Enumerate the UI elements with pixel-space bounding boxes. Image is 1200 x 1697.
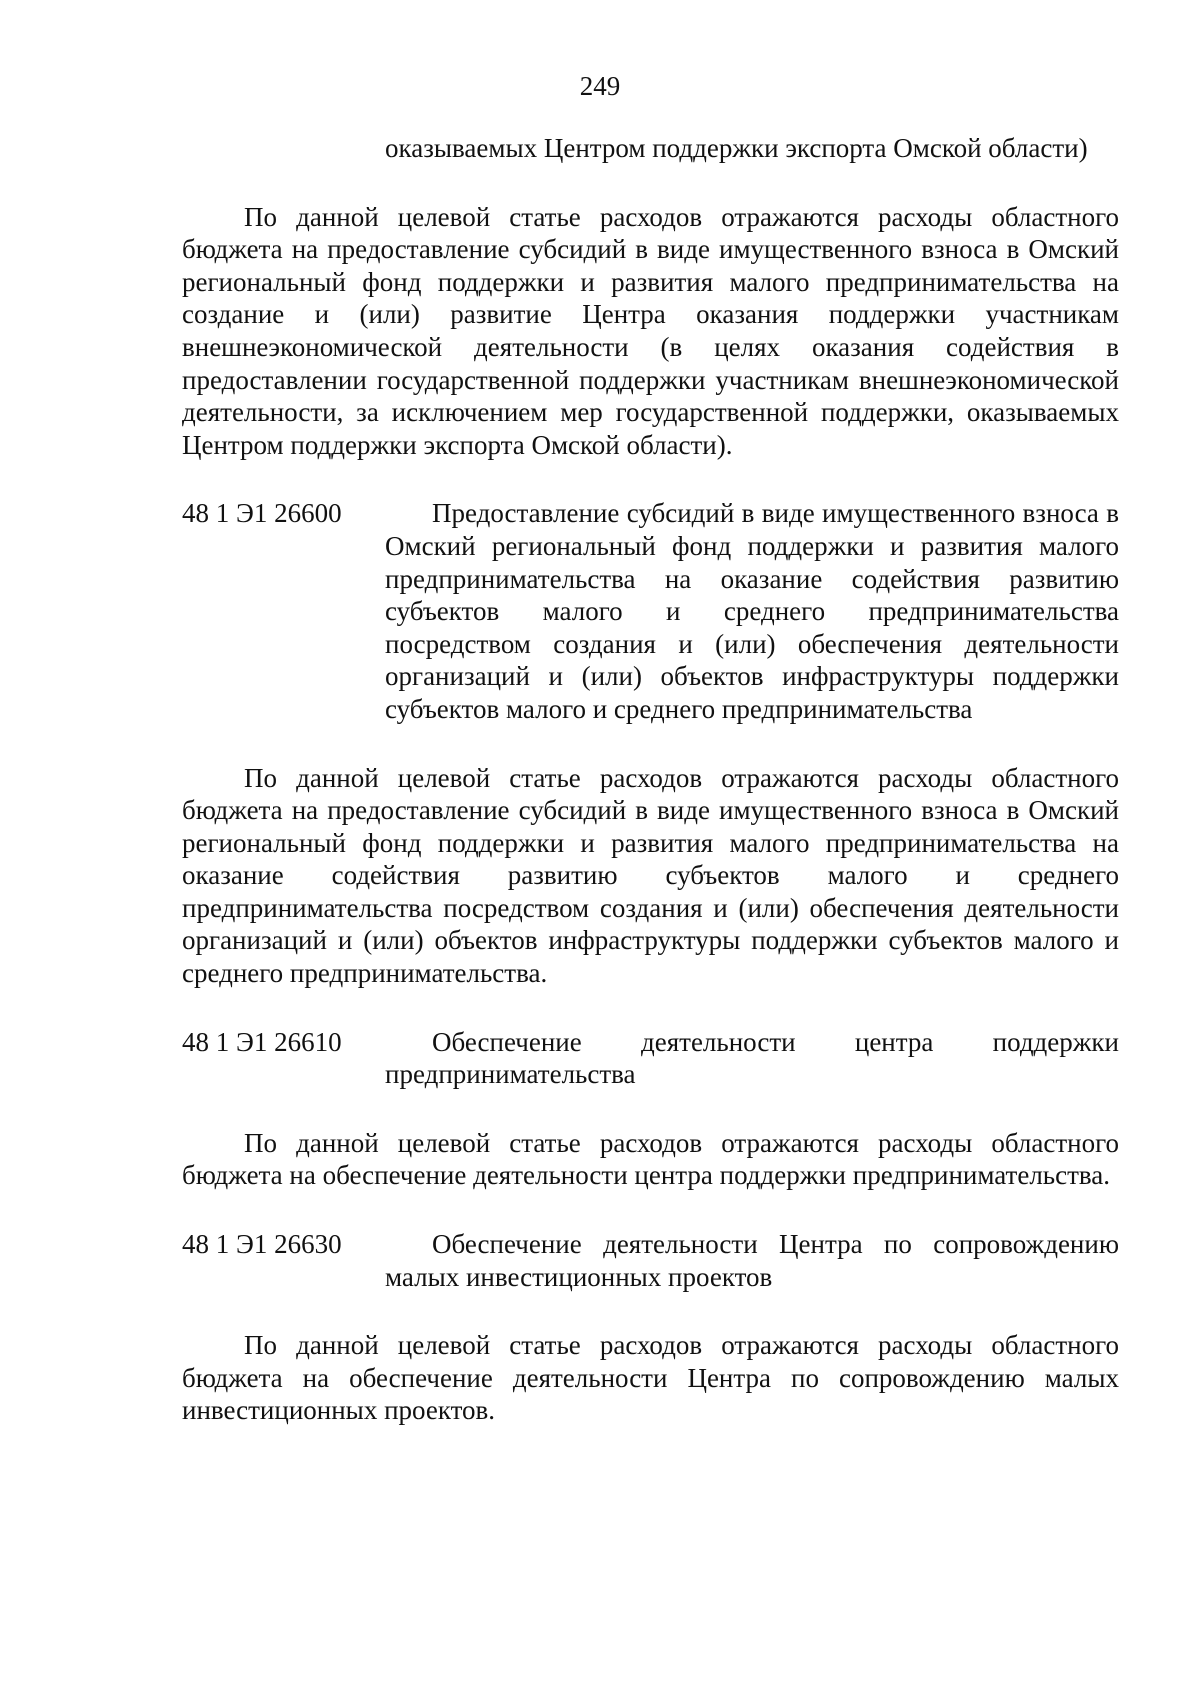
- paragraph-3: По данной целевой статье расходов отражаются расходы областного бюджета на обеспечение деятельности центра поддержки предпринимательства.: [182, 1127, 1119, 1191]
- entry-code: 48 1 Э1 26600: [182, 498, 342, 529]
- budget-entry-26610: [182, 1026, 1119, 1091]
- budget-entry-26630: [182, 1228, 1119, 1293]
- budget-entry-26600: [182, 497, 1119, 725]
- entry-description: Предоставление субсидий в виде имущественного взноса в Омский региональный фонд поддержки и развития малого предпринимательства на оказание содействия развитию субъектов малого и среднего предпринимательства посредством создания и (или) обеспечения деятельности организаций и (или) объектов инфраструктуры поддержки субъектов малого и среднего предпринимательства: [385, 498, 1119, 724]
- paragraph-1: По данной целевой статье расходов отражаются расходы областного бюджета на предоставление субсидий в виде имущественного взноса в Омский региональный фонд поддержки и развития малого предпринимательства на создание и (или) развитие Центра оказания поддержки участникам внешнеэкономической деятельности (в целях оказания содействия в предоставлении государственной поддержки участникам внешнеэкономической деятельности, за исключением мер государственной поддержки, оказываемых Центром поддержки экспорта Омской области).: [182, 201, 1119, 460]
- document-body: [182, 132, 1119, 1427]
- entry-description: Обеспечение деятельности Центра по сопровождению малых инвестиционных проектов: [385, 1229, 1119, 1292]
- continued-entry-description: оказываемых Центром поддержки экспорта Омской области): [385, 133, 1088, 163]
- entry-code: 48 1 Э1 26630: [182, 1229, 342, 1260]
- entry-code: 48 1 Э1 26610: [182, 1026, 342, 1057]
- page-number: 249: [579, 71, 621, 101]
- paragraph-4: По данной целевой статье расходов отражаются расходы областного бюджета на обеспечение деятельности Центра по сопровождению малых инвестиционных проектов.: [182, 1330, 1119, 1426]
- entry-description: Обеспечение деятельности центра поддержки предпринимательства: [385, 1026, 1119, 1090]
- paragraph-2: По данной целевой статье расходов отражаются расходы областного бюджета на предоставление субсидий в виде имущественного взноса в Омский региональный фонд поддержки и развития малого предпринимательства на оказание содействия развитию субъектов малого и среднего предпринимательства посредством создания и (или) обеспечения деятельности организаций и (или) объектов инфраструктуры поддержки субъектов малого и среднего предпринимательства.: [182, 762, 1119, 989]
